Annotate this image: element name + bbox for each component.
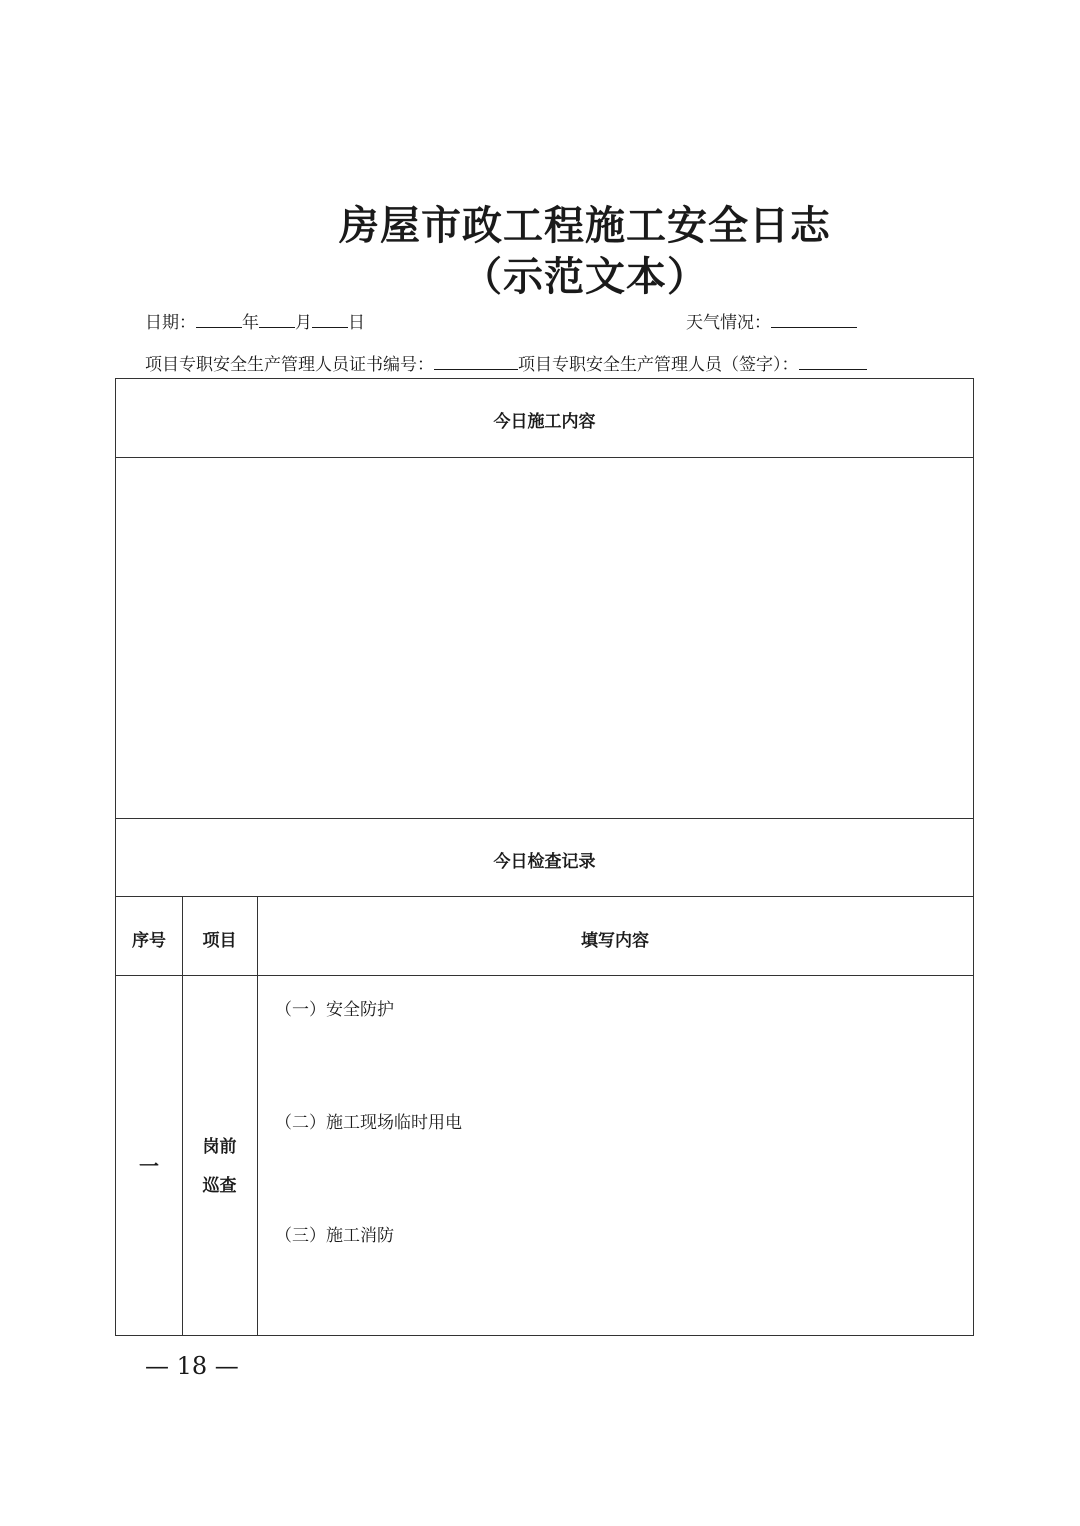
entry-safety-protection: （一）安全防护: [275, 1000, 394, 1020]
row-divider: [116, 818, 973, 819]
safety-log-table: [115, 378, 974, 1336]
row-item-line2: 巡查: [202, 1176, 237, 1196]
month-label: 月: [295, 313, 312, 333]
weather-blank[interactable]: [771, 310, 857, 328]
date-field: [145, 310, 365, 334]
row-divider: [116, 975, 973, 976]
cert-signature-field: [145, 352, 867, 376]
row-item-line1: 岗前: [202, 1137, 237, 1157]
today-inspection-header: 今日检查记录: [493, 852, 596, 872]
column-divider: [182, 896, 183, 1336]
row-seq: 一: [139, 1154, 159, 1178]
year-label: 年: [242, 313, 259, 333]
cert-number-blank[interactable]: [434, 352, 518, 370]
column-divider: [257, 896, 258, 1336]
date-label: 日期：: [145, 313, 196, 333]
row-divider: [116, 896, 973, 897]
document-subtitle: （示范文本）: [462, 253, 708, 300]
row-divider: [116, 457, 973, 458]
month-blank[interactable]: [259, 310, 295, 328]
day-blank[interactable]: [312, 310, 348, 328]
today-construction-header: 今日施工内容: [493, 412, 596, 432]
day-label: 日: [348, 313, 365, 333]
weather-label: 天气情况：: [686, 313, 771, 333]
construction-content-area[interactable]: [116, 459, 973, 817]
page-number: — 18 —: [145, 1352, 239, 1380]
document-title: 房屋市政工程施工安全日志: [339, 202, 831, 249]
entry-temporary-electricity: （二）施工现场临时用电: [275, 1113, 462, 1133]
seq-column-header: 序号: [132, 931, 166, 951]
entry-fire-protection: （三）施工消防: [275, 1226, 394, 1246]
signature-label: 项目专职安全生产管理人员（签字）：: [518, 355, 799, 375]
content-column-header: 填写内容: [581, 931, 649, 951]
item-column-header: 项目: [202, 931, 237, 951]
year-blank[interactable]: [196, 310, 242, 328]
signature-blank[interactable]: [799, 352, 867, 370]
cert-label: 项目专职安全生产管理人员证书编号：: [145, 355, 434, 375]
weather-field: [686, 310, 857, 334]
